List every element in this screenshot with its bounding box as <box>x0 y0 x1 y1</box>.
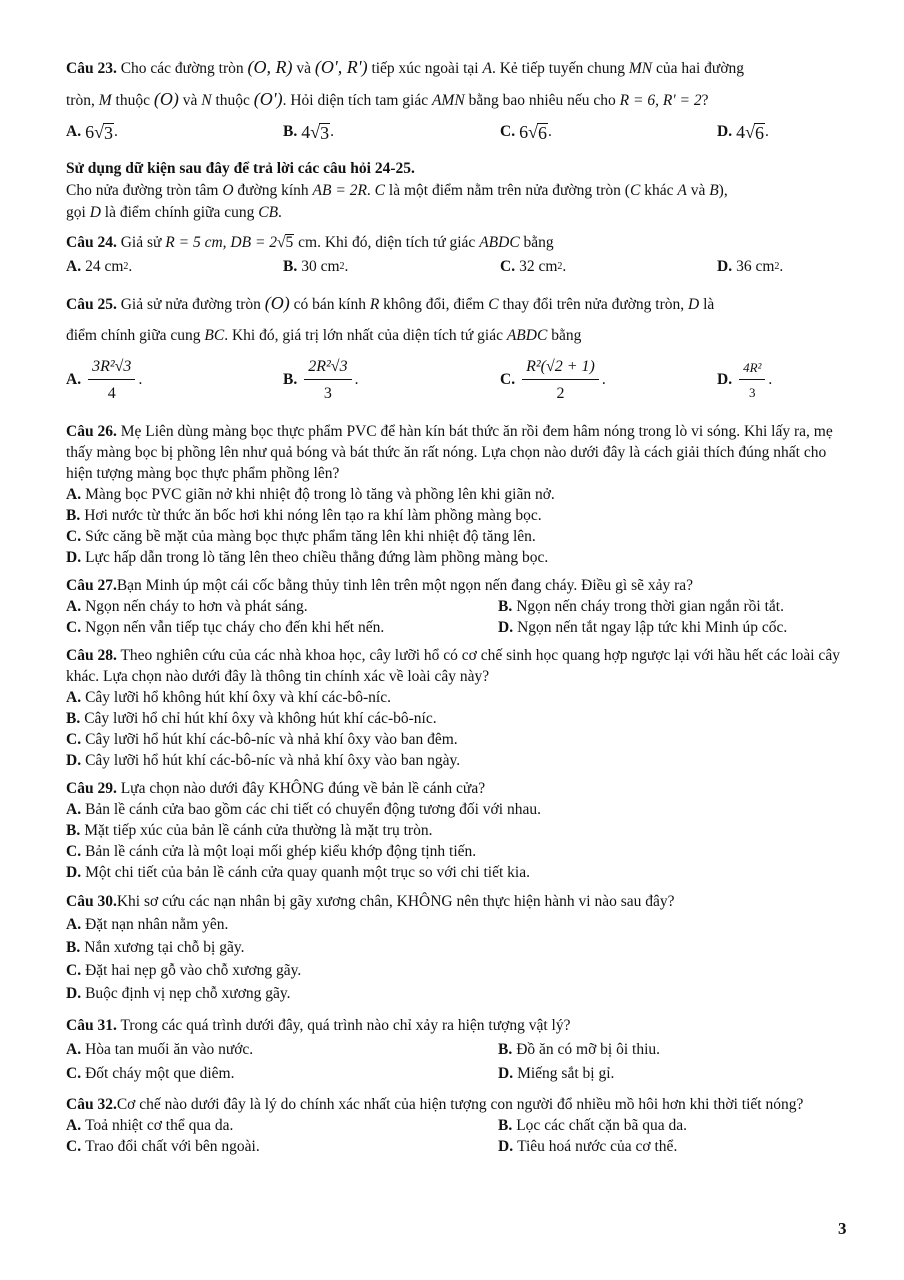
question-28-stem: Câu 28. Theo nghiên cứu của các nhà khoa học, cây lưỡi hổ có cơ chế sinh học quang hợp ngược lại với hầu hết các loài cây khác. Lựa chọn nào dưới đây là thông tin chính xác về loài cây này? <box>66 647 840 685</box>
question-23-stem: Câu 23. Cho các đường tròn (O, R) và (O', R') tiếp xúc ngoài tại A. Kẻ tiếp tuyến chung MN của hai đường tròn, M thuộc (O) và N thuộc (O'). Hỏi diện tích tam giác AMN bằng bao nhiêu nếu cho R = 6, R' = 2? <box>66 57 745 109</box>
option-a[interactable]: A. $\frac{\text{3R²√3}}{4}$ . <box>66 357 143 402</box>
option-c[interactable]: C. Bản lề cánh cửa là một loại mối ghép kiểu khớp động tịnh tiến. <box>66 843 477 860</box>
option-b[interactable]: B. Mặt tiếp xúc của bản lề cánh cửa thường là mặt trụ tròn. <box>66 822 433 839</box>
question-29-stem: Câu 29. Lựa chọn nào dưới đây KHÔNG đúng về bản lề cánh cửa? <box>66 780 486 797</box>
option-d[interactable]: D. 4 √ 6 . <box>717 122 769 143</box>
question-29 <box>66 778 852 883</box>
question-31-stem: Câu 31. Trong các quá trình dưới đây, quá trình nào chỉ xảy ra hiện tượng vật lý? <box>66 1017 571 1034</box>
option-d[interactable]: D. Lực hấp dẫn trong lò tăng lên theo chiều thẳng đứng làm phồng màng bọc. <box>66 549 549 566</box>
option-d[interactable]: D. $\frac{\text{4R²}}{3}$ . <box>717 359 773 400</box>
option-b[interactable]: B. Nắn xương tại chỗ bị gãy. <box>66 939 245 956</box>
option-a[interactable]: A. Màng bọc PVC giãn nở khi nhiệt độ trong lò tăng và phồng lên khi giãn nở. <box>66 486 555 503</box>
option-c[interactable]: C. Cây lưỡi hổ hút khí các-bô-níc và nhả khí ôxy vào ban đêm. <box>66 731 458 748</box>
option-b[interactable]: B. Ngọn nến cháy trong thời gian ngắn rồi tắt. <box>498 598 784 615</box>
question-27 <box>66 575 852 638</box>
question-30 <box>66 890 852 1005</box>
option-b[interactable]: B. Đồ ăn có mỡ bị ôi thiu. <box>498 1041 661 1058</box>
question-24-options <box>66 256 852 278</box>
question-24 <box>66 230 852 278</box>
option-b[interactable]: B. Cây lưỡi hổ chỉ hút khí ôxy và không hút khí các-bô-níc. <box>66 710 437 727</box>
question-32-stem: Câu 32.Cơ chế nào dưới đây là lý do chính xác nhất của hiện tượng con người đổ nhiều mồ hôi hơn khi thời tiết nóng? <box>66 1096 804 1113</box>
circle-o-prime: (O', R') <box>314 57 368 77</box>
question-25-options <box>66 351 852 409</box>
option-c[interactable]: C. Đốt cháy một que diêm. <box>66 1065 235 1082</box>
option-b[interactable]: B. 4 √ 3 . <box>283 122 334 143</box>
question-23-options <box>66 116 852 148</box>
option-b[interactable]: B. Lọc các chất cặn bã qua da. <box>498 1117 688 1134</box>
question-31 <box>66 1014 852 1086</box>
exam-page <box>66 52 852 1157</box>
section-context: Cho nửa đường tròn tâm O đường kính AB = 2R. C là một điểm nằm trên nửa đường tròn (C khác A và B), gọi D là điểm chính giữa cung CB. <box>66 182 728 221</box>
option-a[interactable]: A. Bản lề cánh cửa bao gồm các chi tiết có chuyển động tương đối với nhau. <box>66 801 541 818</box>
question-26-stem: Câu 26. Mẹ Liên dùng màng bọc thực phẩm PVC để hàn kín bát thức ăn rồi đem hâm nóng trong lò vi sóng. Khi lấy ra, mẹ thấy màng bọc bị phồng lên như quả bóng và bát thức ăn rất nóng. Lựa chọn nào dưới đây là cách giải thích đúng nhất cho hiện tượng màng bọc thực phẩm phồng lên? <box>66 423 833 482</box>
section-heading: Sử dụng dữ kiện sau đây để trả lời các câu hỏi 24-25. <box>66 160 415 177</box>
option-d[interactable]: D. Buộc định vị nẹp chỗ xương gãy. <box>66 985 291 1002</box>
option-d[interactable]: D. Một chi tiết của bản lề cánh cửa quay quanh một trục so với chi tiết kia. <box>66 864 530 881</box>
question-27-stem: Câu 27.Bạn Minh úp một cái cốc bằng thủy tinh lên trên một ngọn nến đang cháy. Điều gì sẽ xảy ra? <box>66 577 694 594</box>
option-a[interactable]: A. 24 cm 2 . <box>66 258 133 275</box>
option-c[interactable]: C. Trao đổi chất với bên ngoài. <box>66 1138 260 1155</box>
option-c[interactable]: C. Đặt hai nẹp gỗ vào chỗ xương gãy. <box>66 962 302 979</box>
option-d[interactable]: D. Miếng sắt bị gỉ. <box>498 1065 615 1082</box>
question-31-options <box>66 1038 852 1086</box>
circle-o-r: (O, R) <box>247 57 293 77</box>
question-28 <box>66 645 852 771</box>
option-b[interactable]: B. 30 cm 2 . <box>283 258 349 275</box>
option-b[interactable]: B. $\frac{\text{2R²√3}}{3}$ . <box>283 357 359 402</box>
option-a[interactable]: A. Đặt nạn nhân nằm yên. <box>66 916 229 933</box>
question-32 <box>66 1095 852 1157</box>
question-32-options <box>66 1115 852 1157</box>
option-d[interactable]: D. Ngọn nến tắt ngay lập tức khi Minh úp cốc. <box>498 619 788 636</box>
option-c[interactable]: C. 32 cm 2 . <box>500 258 567 275</box>
question-23 <box>66 52 852 148</box>
page-number: 3 <box>838 1219 847 1238</box>
option-d[interactable]: D. 36 cm 2 . <box>717 258 784 275</box>
question-26 <box>66 421 852 568</box>
question-24-stem: Câu 24. Giả sử R = 5 cm, DB = 2√5 cm. Khi đó, diện tích tứ giác ABDC bằng <box>66 234 554 251</box>
option-a[interactable]: A. Cây lưỡi hổ không hút khí ôxy và khí các-bô-níc. <box>66 689 391 706</box>
section-24-25 <box>66 158 852 224</box>
option-a[interactable]: A. Ngọn nến cháy to hơn và phát sáng. <box>66 598 308 615</box>
option-a[interactable]: A. 6 √ 3 . <box>66 122 118 143</box>
option-d[interactable]: D. Cây lưỡi hổ hút khí các-bô-níc và nhả khí ôxy vào ban ngày. <box>66 752 461 769</box>
option-a[interactable]: A. Hòa tan muối ăn vào nước. <box>66 1041 254 1058</box>
question-25-stem: Câu 25. Giả sử nửa đường tròn (O) có bán kính R không đổi, điểm C thay đổi trên nửa đường tròn, D là điểm chính giữa cung BC. Khi đó, giá trị lớn nhất của diện tích tứ giác ABDC bằng <box>66 293 715 344</box>
question-25 <box>66 288 852 409</box>
question-number: Câu 23. <box>66 60 117 77</box>
question-30-stem: Câu 30.Khi sơ cứu các nạn nhân bị gãy xương chân, KHÔNG nên thực hiện hành vi nào sau đây? <box>66 893 675 910</box>
option-b[interactable]: B. Hơi nước từ thức ăn bốc hơi khi nóng lên tạo ra khí làm phồng màng bọc. <box>66 507 542 524</box>
option-c[interactable]: C. 6 √ 6 . <box>500 122 552 143</box>
option-c[interactable]: C. Sức căng bề mặt của màng bọc thực phẩm tăng lên khi nhiệt độ tăng lên. <box>66 528 536 545</box>
option-c[interactable]: C. Ngọn nến vẫn tiếp tục cháy cho đến khi hết nến. <box>66 619 385 636</box>
option-a[interactable]: A. Toả nhiệt cơ thể qua da. <box>66 1117 234 1134</box>
option-c[interactable]: C. $\frac{\text{R²(√2 + 1)}}{2}$ . <box>500 357 606 402</box>
question-27-options <box>66 596 852 638</box>
option-d[interactable]: D. Tiêu hoá nước của cơ thể. <box>498 1138 678 1155</box>
